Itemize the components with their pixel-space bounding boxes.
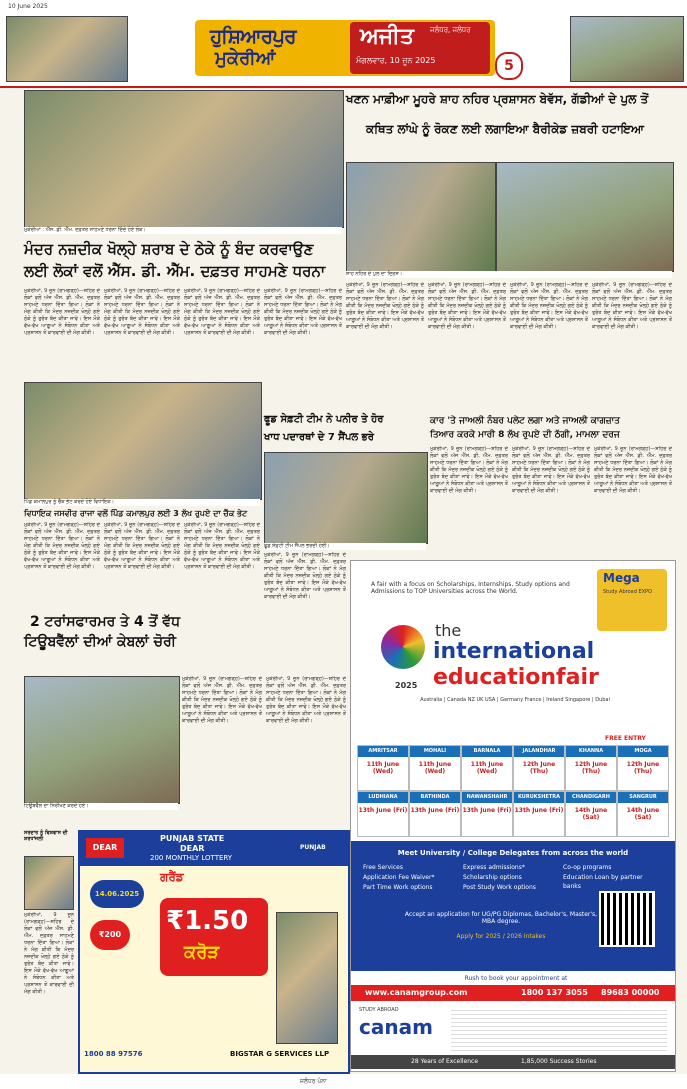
side-col: ਮੁਕੇਰੀਆਂ, 9 ਜੂਨ (ਰਾਮਗੜ੍ਹ)—ਸ਼ਹਿਰ ਦੇ ਲੋਕਾਂ ਵਲੋਂ ਅੱਜ ਐੱਸ. ਡੀ. ਐੱਮ. ਦਫ਼ਤਰ ਸਾਹਮਣੇ ਧਰਨਾ ਦਿੱਤਾ ਗਿਆ। ਲੋਕਾਂ ਨੇ ਮੰਗ ਕੀਤੀ ਕਿ ਮੰਦਰ ਨਜ਼ਦੀਕ ਖੋਲ੍ਹੇ ਗਏ ਠੇਕੇ ਨੂੰ ਤੁਰੰਤ ਬੰਦ ਕੀਤਾ ਜਾਵੇ। ਇਸ ਮੌਕੇ ਵੱਖ-ਵੱਖ ਆਗੂਆਂ ਨੇ ਸੰਬੋਧਨ ਕੀਤਾ ਅਤੇ ਪ੍ਰਸ਼ਾਸਨ ਤੋਂ ਕਾਰਵਾਈ ਦੀ ਮੰਗ ਕੀਤੀ।: [264, 552, 346, 600]
story5-col2: ਮੁਕੇਰੀਆਂ, 9 ਜੂਨ (ਰਾਮਗੜ੍ਹ)—ਸ਼ਹਿਰ ਦੇ ਲੋਕਾਂ ਵਲੋਂ ਅੱਜ ਐੱਸ. ਡੀ. ਐੱਮ. ਦਫ਼ਤਰ ਸਾਹਮਣੇ ਧਰਨਾ ਦਿੱਤਾ ਗਿਆ। ਲੋਕਾਂ ਨੇ ਮੰਗ ਕੀਤੀ ਕਿ ਮੰਦਰ ਨਜ਼ਦੀਕ ਖੋਲ੍ਹੇ ਗਏ ਠੇਕੇ ਨੂੰ ਤੁਰੰਤ ਬੰਦ ਕੀਤਾ ਜਾਵੇ। ਇਸ ਮੌਕੇ ਵੱਖ-ਵੱਖ ਆਗੂਆਂ ਨੇ ਸੰਬੋਧਨ ਕੀਤਾ ਅਤੇ ਪ੍ਰਸ਼ਾਸਨ ਤੋਂ ਕਾਰਵਾਈ ਦੀ ਮੰਗ ਕੀਤੀ।: [512, 446, 590, 494]
story3-headline-b: ਖਾਧ ਪਦਾਰਥਾਂ ਦੇ 7 ਸੈਂਪਲ ਭਰੇ: [264, 432, 374, 443]
city-date: 13th June (Fri): [462, 807, 512, 814]
obit-headline: ਸਰਦਾਰ ਨੂੰ ਵਿਸ਼ਵਾਸ ਦੀ ਸ਼ਰਧਾਂਜਲੀ: [24, 830, 68, 843]
city-card: [461, 791, 513, 837]
canal-photo-left: [346, 162, 496, 272]
punjab-logo: PUNJAB: [300, 844, 326, 851]
page-footer: ਜਲੰਧਰ ਪੰਨਾ: [0, 1074, 687, 1089]
city-name: SANGRUR: [618, 792, 668, 803]
story6-headline-b: ਟਿਊਬਵੈੱਲਾਂ ਦੀਆਂ ਕੇਬਲਾਂ ਚੋਰੀ: [24, 634, 176, 650]
city-date: 13th June (Fri): [358, 807, 408, 814]
fair-bullet: Post Study Work options: [463, 884, 536, 891]
city-name: KURUKSHETRA: [514, 792, 564, 803]
lottery-model-photo: [276, 912, 338, 1044]
fair-bullet: Free Services: [363, 864, 403, 871]
canal-photo-right: [496, 162, 674, 272]
city-card: [565, 791, 617, 837]
canal-caption: ਸ਼ਾਹ ਨਹਿਰ ਦੇ ਪੁਲ ਦਾ ਦ੍ਰਿਸ਼।: [346, 271, 672, 278]
city-name: NAWANSHAHR: [462, 792, 512, 803]
lottery-title2: DEAR: [180, 844, 205, 853]
city-date: 14th June (Sat): [626, 807, 660, 821]
food-safety-caption: ਫੂਡ ਸੇਫ਼ਟੀ ਟੀਮ ਸੈਂਪਲ ਭਰਦੀ ਹੋਈ।: [264, 543, 426, 550]
meet-panel: [351, 841, 675, 971]
brand-sub: STUDY ABROAD: [359, 1007, 399, 1013]
ticket-price: ₹200: [90, 920, 130, 950]
section-subtitle: ਮੁਕੇਰੀਆਂ: [215, 48, 276, 69]
mega-sub: Study Abroad EXPO: [603, 589, 652, 595]
section-title: ਹੁਸ਼ਿਆਰਪੁਰ: [210, 24, 296, 48]
city-schedule-grid: [357, 745, 669, 837]
lottery-ad: [78, 830, 350, 1074]
story5-headline-b: ਤਿਆਰ ਕਰਕੇ ਮਾਰੀ 8 ਲੱਖ ਰੁਪਏ ਦੀ ਠੱਗੀ, ਮਾਮਲਾ ਦਰਜ: [430, 430, 620, 440]
story2-col4: ਮੁਕੇਰੀਆਂ, 9 ਜੂਨ (ਰਾਮਗੜ੍ਹ)—ਸ਼ਹਿਰ ਦੇ ਲੋਕਾਂ ਵਲੋਂ ਅੱਜ ਐੱਸ. ਡੀ. ਐੱਮ. ਦਫ਼ਤਰ ਸਾਹਮਣੇ ਧਰਨਾ ਦਿੱਤਾ ਗਿਆ। ਲੋਕਾਂ ਨੇ ਮੰਗ ਕੀਤੀ ਕਿ ਮੰਦਰ ਨਜ਼ਦੀਕ ਖੋਲ੍ਹੇ ਗਏ ਠੇਕੇ ਨੂੰ ਤੁਰੰਤ ਬੰਦ ਕੀਤਾ ਜਾਵੇ। ਇਸ ਮੌਕੇ ਵੱਖ-ਵੱਖ ਆਗੂਆਂ ਨੇ ਸੰਬੋਧਨ ਕੀਤਾ ਅਤੇ ਪ੍ਰਸ਼ਾਸਨ ਤੋਂ ਕਾਰਵਾਈ ਦੀ ਮੰਗ ਕੀਤੀ।: [592, 282, 672, 330]
story1-headline-a: ਮੰਦਰ ਨਜ਼ਦੀਕ ਖੋਲ੍ਹੇ ਸ਼ਰਾਬ ਦੇ ਠੇਕੇ ਨੂੰ ਬੰਦ ਕਰਵਾਉਣ: [24, 240, 314, 258]
city-card: [461, 745, 513, 791]
lottery-tollfree: 1800 88 97576: [84, 1050, 143, 1058]
city-date: 12th June (Thu): [626, 761, 660, 775]
edition-city: ਜਲੰਧਰ, ਜਲੰਧਰ: [430, 26, 471, 34]
story4-col1: ਮੁਕੇਰੀਆਂ, 9 ਜੂਨ (ਰਾਮਗੜ੍ਹ)—ਸ਼ਹਿਰ ਦੇ ਲੋਕਾਂ ਵਲੋਂ ਅੱਜ ਐੱਸ. ਡੀ. ਐੱਮ. ਦਫ਼ਤਰ ਸਾਹਮਣੇ ਧਰਨਾ ਦਿੱਤਾ ਗਿਆ। ਲੋਕਾਂ ਨੇ ਮੰਗ ਕੀਤੀ ਕਿ ਮੰਦਰ ਨਜ਼ਦੀਕ ਖੋਲ੍ਹੇ ਗਏ ਠੇਕੇ ਨੂੰ ਤੁਰੰਤ ਬੰਦ ਕੀਤਾ ਜਾਵੇ। ਇਸ ਮੌਕੇ ਵੱਖ-ਵੱਖ ਆਗੂਆਂ ਨੇ ਸੰਬੋਧਨ ਕੀਤਾ ਅਤੇ ਪ੍ਰਸ਼ਾਸਨ ਤੋਂ ਕਾਰਵਾਈ ਦੀ ਮੰਗ ਕੀਤੀ।: [24, 522, 100, 570]
education-fair-ad: [350, 560, 676, 1072]
grand-label: ਗਰੈਂਡ: [160, 870, 184, 884]
story4-col3: ਮੁਕੇਰੀਆਂ, 9 ਜੂਨ (ਰਾਮਗੜ੍ਹ)—ਸ਼ਹਿਰ ਦੇ ਲੋਕਾਂ ਵਲੋਂ ਅੱਜ ਐੱਸ. ਡੀ. ਐੱਮ. ਦਫ਼ਤਰ ਸਾਹਮਣੇ ਧਰਨਾ ਦਿੱਤਾ ਗਿਆ। ਲੋਕਾਂ ਨੇ ਮੰਗ ਕੀਤੀ ਕਿ ਮੰਦਰ ਨਜ਼ਦੀਕ ਖੋਲ੍ਹੇ ਗਏ ਠੇਕੇ ਨੂੰ ਤੁਰੰਤ ਬੰਦ ਕੀਤਾ ਜਾਵੇ। ਇਸ ਮੌਕੇ ਵੱਖ-ਵੱਖ ਆਗੂਆਂ ਨੇ ਸੰਬੋਧਨ ਕੀਤਾ ਅਤੇ ਪ੍ਰਸ਼ਾਸਨ ਤੋਂ ਕਾਰਵਾਈ ਦੀ ਮੰਗ ਕੀਤੀ।: [184, 522, 260, 570]
story6-col2: ਮੁਕੇਰੀਆਂ, 9 ਜੂਨ (ਰਾਮਗੜ੍ਹ)—ਸ਼ਹਿਰ ਦੇ ਲੋਕਾਂ ਵਲੋਂ ਅੱਜ ਐੱਸ. ਡੀ. ਐੱਮ. ਦਫ਼ਤਰ ਸਾਹਮਣੇ ਧਰਨਾ ਦਿੱਤਾ ਗਿਆ। ਲੋਕਾਂ ਨੇ ਮੰਗ ਕੀਤੀ ਕਿ ਮੰਦਰ ਨਜ਼ਦੀਕ ਖੋਲ੍ਹੇ ਗਏ ਠੇਕੇ ਨੂੰ ਤੁਰੰਤ ਬੰਦ ਕੀਤਾ ਜਾਵੇ। ਇਸ ਮੌਕੇ ਵੱਖ-ਵੱਖ ਆਗੂਆਂ ਨੇ ਸੰਬੋਧਨ ਕੀਤਾ ਅਤੇ ਪ੍ਰਸ਼ਾਸਨ ਤੋਂ ਕਾਰਵਾਈ ਦੀ ਮੰਗ ਕੀਤੀ।: [266, 676, 346, 724]
branch-list: [451, 1007, 667, 1051]
story2-headline-b: ਕਥਿਤ ਲਾਂਘੇ ਨੂੰ ਰੋਕਣ ਲਈ ਲਗਾਇਆ ਬੈਰੀਕੇਡ ਜ਼ਬਰੀ ਹਟਾਇਆ: [366, 122, 644, 136]
obit-text: ਮੁਕੇਰੀਆਂ, 9 ਜੂਨ (ਰਾਮਗੜ੍ਹ)—ਸ਼ਹਿਰ ਦੇ ਲੋਕਾਂ ਵਲੋਂ ਅੱਜ ਐੱਸ. ਡੀ. ਐੱਮ. ਦਫ਼ਤਰ ਸਾਹਮਣੇ ਧਰਨਾ ਦਿੱਤਾ ਗਿਆ। ਲੋਕਾਂ ਨੇ ਮੰਗ ਕੀਤੀ ਕਿ ਮੰਦਰ ਨਜ਼ਦੀਕ ਖੋਲ੍ਹੇ ਗਏ ਠੇਕੇ ਨੂੰ ਤੁਰੰਤ ਬੰਦ ਕੀਤਾ ਜਾਵੇ। ਇਸ ਮੌਕੇ ਵੱਖ-ਵੱਖ ਆਗੂਆਂ ਨੇ ਸੰਬੋਧਨ ਕੀਤਾ ਅਤੇ ਪ੍ਰਸ਼ਾਸਨ ਤੋਂ ਕਾਰਵਾਈ ਦੀ ਮੰਗ ਕੀਤੀ।: [24, 912, 74, 995]
prize-amount: ₹1.50: [166, 906, 249, 936]
fair-footer: [351, 1055, 675, 1069]
city-date: 12th June (Thu): [522, 761, 556, 775]
obit-photo: [24, 856, 74, 910]
lottery-agent: BIGSTAR G SERVICES LLP: [230, 1050, 330, 1058]
story1-col1: ਮੁਕੇਰੀਆਂ, 9 ਜੂਨ (ਰਾਮਗੜ੍ਹ)—ਸ਼ਹਿਰ ਦੇ ਲੋਕਾਂ ਵਲੋਂ ਅੱਜ ਐੱਸ. ਡੀ. ਐੱਮ. ਦਫ਼ਤਰ ਸਾਹਮਣੇ ਧਰਨਾ ਦਿੱਤਾ ਗਿਆ। ਲੋਕਾਂ ਨੇ ਮੰਗ ਕੀਤੀ ਕਿ ਮੰਦਰ ਨਜ਼ਦੀਕ ਖੋਲ੍ਹੇ ਗਏ ਠੇਕੇ ਨੂੰ ਤੁਰੰਤ ਬੰਦ ਕੀਤਾ ਜਾਵੇ। ਇਸ ਮੌਕੇ ਵੱਖ-ਵੱਖ ਆਗੂਆਂ ਨੇ ਸੰਬੋਧਨ ਕੀਤਾ ਅਤੇ ਪ੍ਰਸ਼ਾਸਨ ਤੋਂ ਕਾਰਵਾਈ ਦੀ ਮੰਗ ਕੀਤੀ।: [24, 288, 100, 336]
canam-logo: canam: [359, 1015, 433, 1039]
fair-countries: Australia | Canada NZ UK USA | Germany France | Ireland Singapore | Dubai: [420, 697, 610, 703]
city-card: [409, 745, 461, 791]
fair-phone2[interactable]: 89683 00000: [601, 988, 660, 997]
qr-code: [599, 891, 655, 947]
story2-col2: ਮੁਕੇਰੀਆਂ, 9 ਜੂਨ (ਰਾਮਗੜ੍ਹ)—ਸ਼ਹਿਰ ਦੇ ਲੋਕਾਂ ਵਲੋਂ ਅੱਜ ਐੱਸ. ਡੀ. ਐੱਮ. ਦਫ਼ਤਰ ਸਾਹਮਣੇ ਧਰਨਾ ਦਿੱਤਾ ਗਿਆ। ਲੋਕਾਂ ਨੇ ਮੰਗ ਕੀਤੀ ਕਿ ਮੰਦਰ ਨਜ਼ਦੀਕ ਖੋਲ੍ਹੇ ਗਏ ਠੇਕੇ ਨੂੰ ਤੁਰੰਤ ਬੰਦ ਕੀਤਾ ਜਾਵੇ। ਇਸ ਮੌਕੇ ਵੱਖ-ਵੱਖ ਆਗੂਆਂ ਨੇ ਸੰਬੋਧਨ ਕੀਤਾ ਅਤੇ ਪ੍ਰਸ਼ਾਸਨ ਤੋਂ ਕਾਰਵਾਈ ਦੀ ਮੰਗ ਕੀਤੀ।: [428, 282, 506, 330]
city-name: AMRITSAR: [358, 746, 408, 757]
issue-date: ਮੰਗਲਵਾਰ, 10 ਜੂਨ 2025: [356, 56, 436, 65]
protest-caption: ਮੁਕੇਰੀਆਂ : ਐੱਸ. ਡੀ. ਐੱਮ. ਦਫ਼ਤਰ ਸਾਹਮਣੇ ਧਰਨਾ ਦਿੰਦੇ ਹੋਏ ਲੋਕ।: [24, 227, 342, 234]
city-name: LUDHIANA: [358, 792, 408, 803]
masthead-photo-right: [570, 16, 684, 82]
fair-flower-logo: [381, 625, 425, 669]
cheque-caption: ਪਿੰਡ ਕਮਾਲਪੁਰ ਨੂੰ ਚੈੱਕ ਭੇਟ ਕਰਦੇ ਹੋਏ ਵਿਧਾਇਕ।: [24, 499, 260, 506]
story1-headline-b: ਲਈ ਲੋਕਾਂ ਵਲੋਂ ਐੱਸ. ਡੀ. ਐੱਮ. ਦਫ਼ਤਰ ਸਾਹਮਣੇ ਧਰਨਾ: [24, 262, 326, 280]
lottery-title3: 200 MONTHLY LOTTERY: [150, 854, 233, 862]
city-date: 12th June (Thu): [574, 761, 608, 775]
mega-label: Mega: [603, 571, 640, 585]
story2-col3: ਮੁਕੇਰੀਆਂ, 9 ਜੂਨ (ਰਾਮਗੜ੍ਹ)—ਸ਼ਹਿਰ ਦੇ ਲੋਕਾਂ ਵਲੋਂ ਅੱਜ ਐੱਸ. ਡੀ. ਐੱਮ. ਦਫ਼ਤਰ ਸਾਹਮਣੇ ਧਰਨਾ ਦਿੱਤਾ ਗਿਆ। ਲੋਕਾਂ ਨੇ ਮੰਗ ਕੀਤੀ ਕਿ ਮੰਦਰ ਨਜ਼ਦੀਕ ਖੋਲ੍ਹੇ ਗਏ ਠੇਕੇ ਨੂੰ ਤੁਰੰਤ ਬੰਦ ਕੀਤਾ ਜਾਵੇ। ਇਸ ਮੌਕੇ ਵੱਖ-ਵੱਖ ਆਗੂਆਂ ਨੇ ਸੰਬੋਧਨ ਕੀਤਾ ਅਤੇ ਪ੍ਰਸ਼ਾਸਨ ਤੋਂ ਕਾਰਵਾਈ ਦੀ ਮੰਗ ਕੀਤੀ।: [510, 282, 588, 330]
city-card: [409, 791, 461, 837]
city-card: [357, 791, 409, 837]
city-name: JALANDHAR: [514, 746, 564, 757]
fair-education: educationfair: [433, 665, 599, 690]
fair-bullet: Part Time Work options: [363, 884, 433, 891]
city-card: [617, 791, 669, 837]
city-card: [513, 745, 565, 791]
prize-word: ਕਰੋੜ: [184, 942, 220, 963]
fair-apply: Apply for 2025 / 2026 Intakes: [456, 933, 546, 940]
fair-success: 1,85,000 Success Stories: [521, 1058, 597, 1065]
city-name: MOGA: [618, 746, 668, 757]
story4-col2: ਮੁਕੇਰੀਆਂ, 9 ਜੂਨ (ਰਾਮਗੜ੍ਹ)—ਸ਼ਹਿਰ ਦੇ ਲੋਕਾਂ ਵਲੋਂ ਅੱਜ ਐੱਸ. ਡੀ. ਐੱਮ. ਦਫ਼ਤਰ ਸਾਹਮਣੇ ਧਰਨਾ ਦਿੱਤਾ ਗਿਆ। ਲੋਕਾਂ ਨੇ ਮੰਗ ਕੀਤੀ ਕਿ ਮੰਦਰ ਨਜ਼ਦੀਕ ਖੋਲ੍ਹੇ ਗਏ ਠੇਕੇ ਨੂੰ ਤੁਰੰਤ ਬੰਦ ਕੀਤਾ ਜਾਵੇ। ਇਸ ਮੌਕੇ ਵੱਖ-ਵੱਖ ਆਗੂਆਂ ਨੇ ਸੰਬੋਧਨ ਕੀਤਾ ਅਤੇ ਪ੍ਰਸ਼ਾਸਨ ਤੋਂ ਕਾਰਵਾਈ ਦੀ ਮੰਗ ਕੀਤੀ।: [104, 522, 180, 570]
story5-headline-a: ਕਾਰ 'ਤੇ ਜਾਅਲੀ ਨੰਬਰ ਪਲੇਟ ਲਗਾ ਅਤੇ ਜਾਅਲੀ ਕਾਗਜ਼ਾਤ: [430, 416, 620, 426]
fair-bullet: Application Fee Waiver*: [363, 874, 435, 881]
story6-col1: ਮੁਕੇਰੀਆਂ, 9 ਜੂਨ (ਰਾਮਗੜ੍ਹ)—ਸ਼ਹਿਰ ਦੇ ਲੋਕਾਂ ਵਲੋਂ ਅੱਜ ਐੱਸ. ਡੀ. ਐੱਮ. ਦਫ਼ਤਰ ਸਾਹਮਣੇ ਧਰਨਾ ਦਿੱਤਾ ਗਿਆ। ਲੋਕਾਂ ਨੇ ਮੰਗ ਕੀਤੀ ਕਿ ਮੰਦਰ ਨਜ਼ਦੀਕ ਖੋਲ੍ਹੇ ਗਏ ਠੇਕੇ ਨੂੰ ਤੁਰੰਤ ਬੰਦ ਕੀਤਾ ਜਾਵੇ। ਇਸ ਮੌਕੇ ਵੱਖ-ਵੱਖ ਆਗੂਆਂ ਨੇ ਸੰਬੋਧਨ ਕੀਤਾ ਅਤੇ ਪ੍ਰਸ਼ਾਸਨ ਤੋਂ ਕਾਰਵਾਈ ਦੀ ਮੰਗ ਕੀਤੀ।: [182, 676, 262, 724]
draw-date: 14.06.2025: [90, 880, 144, 908]
lottery-title1: PUNJAB STATE: [160, 834, 225, 843]
fair-international: international: [433, 639, 595, 664]
story2-col1: ਮੁਕੇਰੀਆਂ, 9 ਜੂਨ (ਰਾਮਗੜ੍ਹ)—ਸ਼ਹਿਰ ਦੇ ਲੋਕਾਂ ਵਲੋਂ ਅੱਜ ਐੱਸ. ਡੀ. ਐੱਮ. ਦਫ਼ਤਰ ਸਾਹਮਣੇ ਧਰਨਾ ਦਿੱਤਾ ਗਿਆ। ਲੋਕਾਂ ਨੇ ਮੰਗ ਕੀਤੀ ਕਿ ਮੰਦਰ ਨਜ਼ਦੀਕ ਖੋਲ੍ਹੇ ਗਏ ਠੇਕੇ ਨੂੰ ਤੁਰੰਤ ਬੰਦ ਕੀਤਾ ਜਾਵੇ। ਇਸ ਮੌਕੇ ਵੱਖ-ਵੱਖ ਆਗੂਆਂ ਨੇ ਸੰਬੋਧਨ ਕੀਤਾ ਅਤੇ ਪ੍ਰਸ਼ਾਸਨ ਤੋਂ ਕਾਰਵਾਈ ਦੀ ਮੰਗ ਕੀਤੀ।: [346, 282, 424, 330]
story5-col1: ਮੁਕੇਰੀਆਂ, 9 ਜੂਨ (ਰਾਮਗੜ੍ਹ)—ਸ਼ਹਿਰ ਦੇ ਲੋਕਾਂ ਵਲੋਂ ਅੱਜ ਐੱਸ. ਡੀ. ਐੱਮ. ਦਫ਼ਤਰ ਸਾਹਮਣੇ ਧਰਨਾ ਦਿੱਤਾ ਗਿਆ। ਲੋਕਾਂ ਨੇ ਮੰਗ ਕੀਤੀ ਕਿ ਮੰਦਰ ਨਜ਼ਦੀਕ ਖੋਲ੍ਹੇ ਗਏ ਠੇਕੇ ਨੂੰ ਤੁਰੰਤ ਬੰਦ ਕੀਤਾ ਜਾਵੇ। ਇਸ ਮੌਕੇ ਵੱਖ-ਵੱਖ ਆਗੂਆਂ ਨੇ ਸੰਬੋਧਨ ਕੀਤਾ ਅਤੇ ਪ੍ਰਸ਼ਾਸਨ ਤੋਂ ਕਾਰਵਾਈ ਦੀ ਮੰਗ ਕੀਤੀ।: [430, 446, 508, 494]
story1-col4: ਮੁਕੇਰੀਆਂ, 9 ਜੂਨ (ਰਾਮਗੜ੍ਹ)—ਸ਼ਹਿਰ ਦੇ ਲੋਕਾਂ ਵਲੋਂ ਅੱਜ ਐੱਸ. ਡੀ. ਐੱਮ. ਦਫ਼ਤਰ ਸਾਹਮਣੇ ਧਰਨਾ ਦਿੱਤਾ ਗਿਆ। ਲੋਕਾਂ ਨੇ ਮੰਗ ਕੀਤੀ ਕਿ ਮੰਦਰ ਨਜ਼ਦੀਕ ਖੋਲ੍ਹੇ ਗਏ ਠੇਕੇ ਨੂੰ ਤੁਰੰਤ ਬੰਦ ਕੀਤਾ ਜਾਵੇ। ਇਸ ਮੌਕੇ ਵੱਖ-ਵੱਖ ਆਗੂਆਂ ਨੇ ਸੰਬੋਧਨ ਕੀਤਾ ਅਤੇ ਪ੍ਰਸ਼ਾਸਨ ਤੋਂ ਕਾਰਵਾਈ ਦੀ ਮੰਗ ਕੀਤੀ।: [264, 288, 342, 336]
protest-photo: [24, 90, 344, 228]
fair-bullet: Education Loan by partner banks: [563, 874, 643, 890]
city-name: KHANNA: [566, 746, 616, 757]
city-card: [513, 791, 565, 837]
story3-headline-a: ਫੂਡ ਸੇਫ਼ਟੀ ਟੀਮ ਨੇ ਪਨੀਰ ਤੇ ਹੋਰ: [264, 414, 384, 425]
fair-excellence: 28 Years of Excellence: [411, 1058, 479, 1065]
story2-headline-a: ਖਣਨ ਮਾਫ਼ੀਆ ਮੂਹਰੇ ਸ਼ਾਹ ਨਹਿਰ ਪ੍ਰਸ਼ਾਸਨ ਬੇਵੱਸ, ਗੱਡੀਆਂ ਦੇ ਪੁਲ ਤੋਂ: [346, 92, 649, 106]
city-name: CHANDIGARH: [566, 792, 616, 803]
contact-bar: [351, 985, 675, 1001]
story5-col3: ਮੁਕੇਰੀਆਂ, 9 ਜੂਨ (ਰਾਮਗੜ੍ਹ)—ਸ਼ਹਿਰ ਦੇ ਲੋਕਾਂ ਵਲੋਂ ਅੱਜ ਐੱਸ. ਡੀ. ਐੱਮ. ਦਫ਼ਤਰ ਸਾਹਮਣੇ ਧਰਨਾ ਦਿੱਤਾ ਗਿਆ। ਲੋਕਾਂ ਨੇ ਮੰਗ ਕੀਤੀ ਕਿ ਮੰਦਰ ਨਜ਼ਦੀਕ ਖੋਲ੍ਹੇ ਗਏ ਠੇਕੇ ਨੂੰ ਤੁਰੰਤ ਬੰਦ ਕੀਤਾ ਜਾਵੇ। ਇਸ ਮੌਕੇ ਵੱਖ-ਵੱਖ ਆਗੂਆਂ ਨੇ ਸੰਬੋਧਨ ਕੀਤਾ ਅਤੇ ਪ੍ਰਸ਼ਾਸਨ ਤੋਂ ਕਾਰਵਾਈ ਦੀ ਮੰਗ ਕੀਤੀ।: [594, 446, 672, 494]
story4-headline: ਵਿਧਾਇਕ ਜਸਵੀਰ ਰਾਜਾ ਵਲੋਂ ਪਿੰਡ ਕਮਾਲਪੁਰ ਲਈ 3 ਲੱਖ ਰੁਪਏ ਦਾ ਚੈੱਕ ਭੇਟ: [24, 509, 248, 518]
city-card: [357, 745, 409, 791]
fair-the: the: [435, 621, 462, 640]
masthead-photo-left: [6, 16, 128, 82]
tubewell-photo: [24, 676, 180, 804]
story1-col2: ਮੁਕੇਰੀਆਂ, 9 ਜੂਨ (ਰਾਮਗੜ੍ਹ)—ਸ਼ਹਿਰ ਦੇ ਲੋਕਾਂ ਵਲੋਂ ਅੱਜ ਐੱਸ. ਡੀ. ਐੱਮ. ਦਫ਼ਤਰ ਸਾਹਮਣੇ ਧਰਨਾ ਦਿੱਤਾ ਗਿਆ। ਲੋਕਾਂ ਨੇ ਮੰਗ ਕੀਤੀ ਕਿ ਮੰਦਰ ਨਜ਼ਦੀਕ ਖੋਲ੍ਹੇ ਗਏ ਠੇਕੇ ਨੂੰ ਤੁਰੰਤ ਬੰਦ ਕੀਤਾ ਜਾਵੇ। ਇਸ ਮੌਕੇ ਵੱਖ-ਵੱਖ ਆਗੂਆਂ ਨੇ ਸੰਬੋਧਨ ਕੀਤਾ ਅਤੇ ਪ੍ਰਸ਼ਾਸਨ ਤੋਂ ਕਾਰਵਾਈ ਦੀ ਮੰਗ ਕੀਤੀ।: [104, 288, 180, 336]
city-date: 14th June (Sat): [574, 807, 608, 821]
story1-col3: ਮੁਕੇਰੀਆਂ, 9 ਜੂਨ (ਰਾਮਗੜ੍ਹ)—ਸ਼ਹਿਰ ਦੇ ਲੋਕਾਂ ਵਲੋਂ ਅੱਜ ਐੱਸ. ਡੀ. ਐੱਮ. ਦਫ਼ਤਰ ਸਾਹਮਣੇ ਧਰਨਾ ਦਿੱਤਾ ਗਿਆ। ਲੋਕਾਂ ਨੇ ਮੰਗ ਕੀਤੀ ਕਿ ਮੰਦਰ ਨਜ਼ਦੀਕ ਖੋਲ੍ਹੇ ਗਏ ਠੇਕੇ ਨੂੰ ਤੁਰੰਤ ਬੰਦ ਕੀਤਾ ਜਾਵੇ। ਇਸ ਮੌਕੇ ਵੱਖ-ਵੱਖ ਆਗੂਆਂ ਨੇ ਸੰਬੋਧਨ ਕੀਤਾ ਅਤੇ ਪ੍ਰਸ਼ਾਸਨ ਤੋਂ ਕਾਰਵਾਈ ਦੀ ਮੰਗ ਕੀਤੀ।: [184, 288, 260, 336]
fair-year: 2025: [395, 681, 418, 690]
fair-bullet: Scholarship options: [463, 874, 522, 881]
dear-logo: DEAR: [86, 838, 124, 858]
city-card: [565, 745, 617, 791]
city-card: [617, 745, 669, 791]
fair-intro: A fair with a focus on Scholarships, Internships, Study options and Admissions to TOP Universities across the World.: [371, 581, 570, 595]
story6-headline-a: 2 ਟਰਾਂਸਫਾਰਮਰ ਤੇ 4 ਤੋਂ ਵੱਧ: [30, 614, 181, 630]
page-number: 5: [495, 52, 523, 80]
fair-accept: Accept an application for UG/PG Diplomas, Bachelor's, Master's, MBA degree.: [404, 911, 598, 925]
fair-bullet: Express admissions*: [463, 864, 525, 871]
city-date: 11th June (Wed): [366, 761, 400, 775]
city-name: MOHALI: [410, 746, 460, 757]
free-entry: FREE ENTRY: [605, 735, 646, 742]
city-name: BATHINDA: [410, 792, 460, 803]
fair-bullet: Co-op programs: [563, 864, 612, 871]
paper-logo: ਅਜੀਤ: [360, 24, 414, 49]
food-safety-photo: [264, 452, 428, 544]
city-date: 13th June (Fri): [514, 807, 564, 814]
city-date: 11th June (Wed): [418, 761, 452, 775]
city-date: 11th June (Wed): [470, 761, 504, 775]
fair-website[interactable]: www.canamgroup.com: [365, 988, 468, 997]
masthead: [0, 14, 687, 88]
fair-phone1[interactable]: 1800 137 3055: [521, 988, 588, 997]
fair-rush: Rush to book your appointment at: [464, 975, 568, 982]
city-name: BARNALA: [462, 746, 512, 757]
cheque-photo: [24, 382, 262, 500]
city-date: 13th June (Fri): [410, 807, 460, 814]
print-slug: 10 June 2025: [0, 0, 687, 14]
tubewell-caption: ਟਿਊਬਵੈੱਲ ਦਾ ਨਿਰੀਖਣ ਕਰਦੇ ਹੋਏ।: [24, 803, 178, 810]
meet-headline: Meet University / College Delegates from across the world: [397, 849, 629, 857]
